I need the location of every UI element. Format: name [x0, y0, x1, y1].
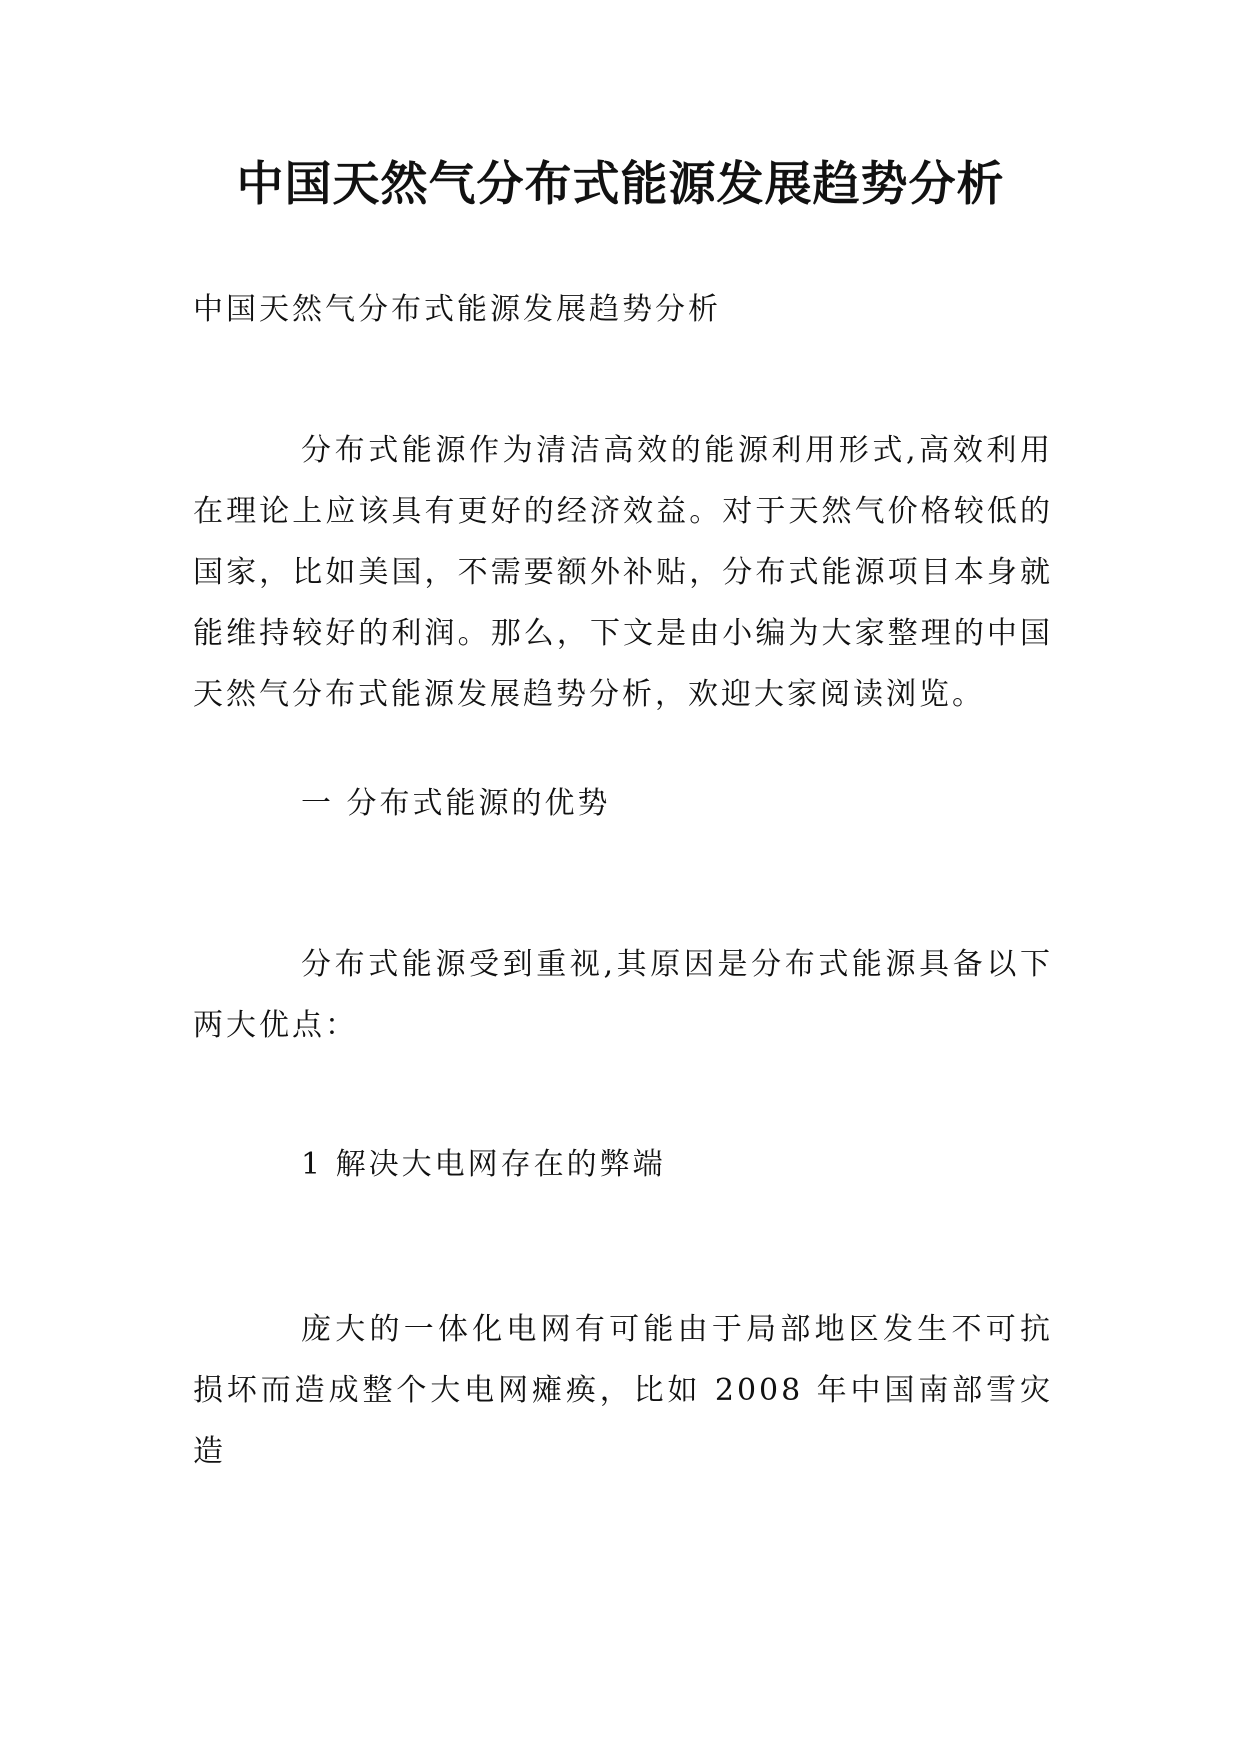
body-paragraph: 庞大的一体化电网有可能由于局部地区发生不可抗损坏而造成整个大电网瘫痪，比如 2008 年中国南部雪灾造 [193, 1312, 1053, 1469]
subsection-heading: 1 解决大电网存在的弊端 [301, 1147, 666, 1182]
section-paragraph: 分布式能源受到重视,其原因是分布式能源具备以下两大优点： [193, 947, 1053, 1043]
intro-paragraph: 分布式能源作为清洁高效的能源利用形式,高效利用在理论上应该具有更好的经济效益。对于天然气价格较低的国家，比如美国，不需要额外补贴，分布式能源项目本身就能维持较好的利润。那么，下文是由小编为大家整理的中国天然气分布式能源发展趋势分析，欢迎大家阅读浏览。 [193, 433, 1053, 712]
section-heading: 一 分布式能源的优势 [301, 786, 611, 821]
document-subtitle: 中国天然气分布式能源发展趋势分析 [193, 292, 721, 327]
document-title: 中国天然气分布式能源发展趋势分析 [236, 157, 1005, 212]
